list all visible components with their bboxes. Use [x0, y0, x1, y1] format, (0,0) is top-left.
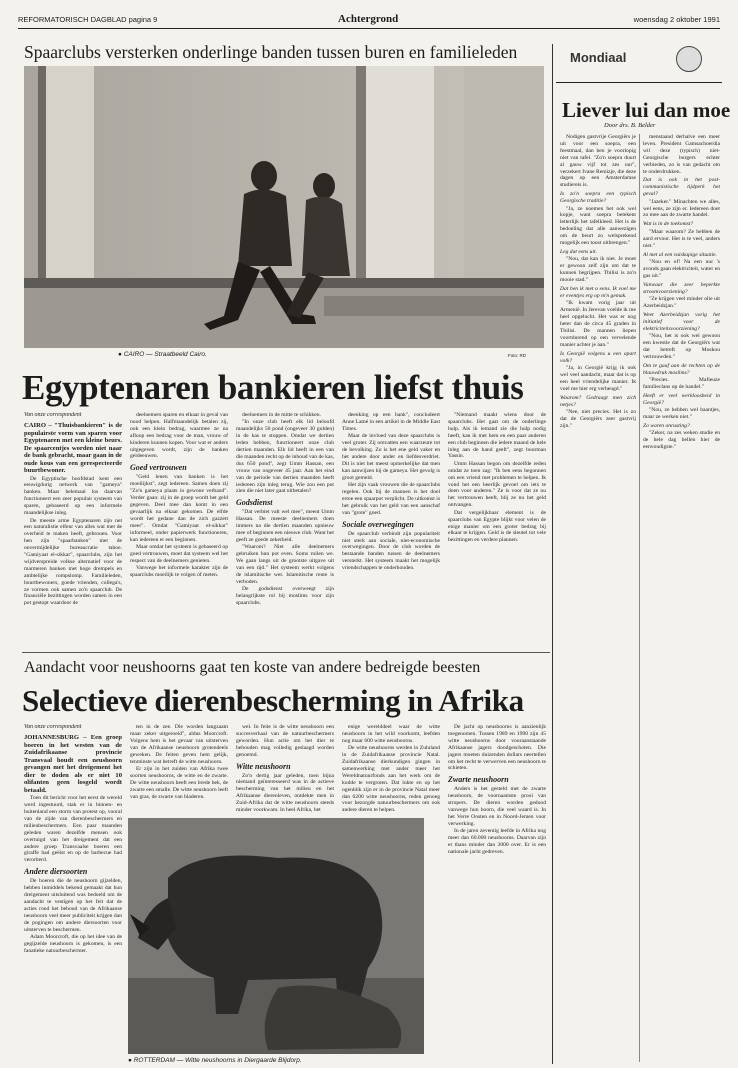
top-col5-p2: Umm Hassan begon om dezelfde reden omdat ze toen zag: "Ik ben eens begonnen om een vriend met problemen te helpen. Ik vond het een heerlijk gevoel om iets te doen voor anderen." Ze is voor dat ze nu het vertrouwen heeft, blij ze nu het geld ontvangen.: [448, 460, 546, 509]
mondiaal-logo: [556, 44, 722, 74]
page-header: [18, 12, 720, 26]
top-story-column-4: [342, 412, 440, 646]
top-story-column-5: [448, 412, 546, 646]
side-col2-p1: menstaand derhalve een meer leven. President Gamsachoerdia wil deze (typisch) niet-Georgische burgers echter verbieden, zo is van gedacht om te onderdrukken.: [643, 134, 720, 175]
side-col2-p6: "Nou, het is ook wel gewoon een kwestie dat de Georgiërs wat dat betreft op Moskou vertrouwden.": [643, 332, 720, 360]
top-col5-p3: Dat vergelijkbaar element is de spaarclubs van Egypte blijkt voor velen de enige manier om een groter bedrag bij elkaar te krijgen. Geld is de sleutel tot vele bezittingen en verdere plannen.: [448, 509, 546, 544]
bottom-col5-p1: De jacht op neushoorns is aanzienlijk toegenomen. Tussen 1989 en 1990 zijn 45 witte neushoorns door vooraanstaande Afrikaanse jagers doodgeschoten. Die jagers moeten duizenden dollars neertellen om het recht te verwerven een neushoorn te schieten.: [448, 724, 546, 772]
side-col2-q3: Al met al een vuiskapige situatie.: [643, 251, 717, 258]
cairo-photo-caption: ● CAIRO — Straatbeeld Cairo.: [118, 351, 207, 358]
bottom-lead: JOHANNESBURG – Een groep boeren in het westen van de Zuidafrikaanse provincie Transvaal houdt een neushoorn gevangen met het dreigement het dier te doden als er niet 10 olifanten geen losgeld wordt betaald.: [24, 733, 122, 795]
side-col1-p5: "Ja, in Georgië krijg ik ook wel veel aandacht, maar dat is op een heel vriendelijke manier. Ik voel me hier erg verheugd.": [560, 365, 636, 392]
side-col1-q4: Is Georgië volgens u een apart volk?: [560, 350, 636, 364]
side-col1-p6: "Nee, niet precies. Het is zo dat de Georgiërs zeer gastvrij zijn.": [560, 408, 636, 429]
bottom-kicker: Aandacht voor neushoorns gaat ten koste van andere bedreigde beesten: [24, 659, 481, 676]
header-paper-name: REFORMATORISCH DAGBLAD pagina 9: [18, 15, 158, 24]
top-col3-p2: "In onze club heeft elk lid beloofd maandelijks 50 pond (ongeveer 30 gulden) in de kas te stoppen. Omdat we dertien leden hebben, functioneert onze club dertien maanden. Elk lid heeft in een van die maanden recht op de inhoud van de kas, dus 650 pond", zegt Umm Hassan, een vrouw van ongeveer 45 jaar. Aan het eind van de periode van dertien maanden heeft iedereen zijn inleg terug. Wie zou een pot zien die niet later gaat uitbetalen?: [236, 419, 334, 495]
bottom-story-column-4: [342, 724, 440, 812]
side-col2-p3: "Maar waarom? Ze hebben de aard ervoor. Het is te veel, anders niet.": [643, 228, 720, 249]
sidebar-divider: [552, 44, 553, 1064]
side-col2-p7: "Precies. Mafieuze familieclans op de handel.": [643, 376, 720, 390]
rhino-photo-caption: ● ROTTERDAM — Witte neushoorns in Diergaarde Blijdorp.: [128, 1057, 302, 1064]
side-col1-p4: "Ik kwam vorig jaar uit Armenië. In Jerevan voelde ik me heel opgelucht. Het was er nog heter dan de circa 45 graden in Tbilisi. De mannen liepen voortdurend op een vervelende manier achter je aan.": [560, 300, 636, 348]
side-col2-q2: Wat is in de toekomst?: [643, 221, 694, 228]
top-col4-p2: Maar de invloed van deze spaarclubs is veel groter. Zij omvatten een waarzeure tot de bevolking. Zo is het ene geld vaker en het andere door ander en liefdesverdriet. Dit is niet het meest opmerkelijke dat men kan aanwijzen bij de gameya. Het gevolg is groot gemeld.: [342, 433, 440, 481]
top-col3-p3: "Dat verbiet valt wel mee", meent Umm Hassan. De meeste deelnemers doen immers na die dertien maanden opnieuw mee of beginnen een nieuwe club. Want het geeft ze goede zekerheid.: [236, 509, 334, 543]
sidebar-headline: Liever lui dan moe: [562, 98, 731, 122]
top-col4-p3: Het zijn vaak vrouwen die de spaarclubs regelen. Ook bij de mannen is het doel ertoe een spaarpot verplicht. De uitkomst is het gebruik van het geld van een aanschaf van "grote" goed.: [342, 482, 440, 516]
top-story-column-1: [24, 412, 122, 646]
bottom-col5-p3: In de jaren zeventig leefde in Afrika nog meer dan 60.000 neushoorns. Daarvan zijn er thans minder dan 3000 over. Er is een nationale jacht gedreven.: [448, 828, 546, 855]
bottom-story-column-2: [130, 724, 228, 812]
bottom-col2-p2: Er zijn in het zuiden van Afrika twee soorten neushoorns, de witte en de zwarte. De witte neushoorn heeft een brede bek, de zwarte een smalle. De witte neushoorn leeft van gras, de zwarte van bladeren.: [130, 765, 228, 800]
top-col3-p4: "Waarom? Niet alle deelnemers gebruiken hun pot even. Soms ruilen we. We gaan langs uit de grootste uitgave uit van een tijd." Het systeem werkt volgens de islamitische wet. Islamitische rente is verboden.: [236, 544, 334, 585]
top-col1-p1: De Egyptische hoofdstad kent een eeuwigdurig netwerk van "gameya" banken. Maar helemaal los daarvan functioneert een zeer populair systeem van sparen, gebaseerd op een informele maandelijkse inleg.: [24, 475, 122, 517]
side-col2-p4: "Nou en of! Na een uur 's avonds gaan elektriciteit, water en gas uit.": [643, 258, 720, 279]
rhino-photo-illustration: [128, 818, 424, 1054]
sidebar-column-1: [560, 134, 636, 1062]
side-col1-q1: Is zo'n soepra een typisch Georgische traditie?: [560, 191, 636, 205]
top-story-body: [24, 412, 548, 646]
top-lead: CAIRO – "Thuisbankieren" is de populairste vorm van sparen voor Egyptenaren met een kleine beurs. De spaarcentjes worden niet naar de bank gebracht, maar gaan in de oude kous van een gerespecteerde buurtbewoner.: [24, 421, 122, 475]
top-col2-p4: Vanwege het informele karakter zijn de spaarclubs moeilijk te volgen of meten.: [130, 565, 228, 579]
header-date: woensdag 2 oktober 1991: [633, 15, 720, 24]
bottom-story-column-5: [448, 724, 546, 1064]
globe-icon: [676, 46, 702, 72]
top-col4-p1: deenking op een bank", concludeert Anne Lamé in een artikel in de Middle East Times.: [342, 412, 440, 432]
top-col2-subhead: Goed vertrouwen: [130, 463, 187, 473]
top-col1-p2: De meeste arme Egyptenaren zijn net een naturalistie elfenr van alles wat met de overheid te maken heeft, gebrouen. Voor hen zijn "spaarbanken" met de onvermijdelijke bureaucratie taboe. "Gamiyaat el-sikkar", spaarclubs, zijn het wijdverspreide volkse alternatief voor de marmeren banken met hoge drempels en ambtelijke rompslomp. Familieleden, buurtbewoners, goede vrienden, collega's, ze vormen ook samen zo'n spaarclub. De financiële bezittingen worden samen in een pot gestopt waardoor de: [24, 517, 122, 607]
bottom-col1-p2: De boeren die de neushoorn gijzelden, hebben inmiddels bekend gemaakt dat hun dreigement uitsluitend was bedoeld om de aandacht te vestigen op het feit dat de acties rond het behoud van de Afrikaanse neushoorn veel meer publiciteit krijgen dan de pogingen om andere diersoorten voor uitsterven te beschermen.: [24, 878, 122, 933]
bottom-story-column-1: [24, 724, 122, 1064]
side-col1-p1: Nodigen gastvrije Georgiërs je uit voor een soepra, een feestmaal, dan ben je voorlopig niet van tafel. "Zo'n soepra duurt al gauw vijf tot zes uur", verzekert Ivane Remizje, die deze dagen op een Amsterdamse studiereis is.: [560, 134, 636, 189]
bottom-story-column-3: [236, 724, 334, 812]
side-col2-p2: "Jazeker." Minachten we alles, wel eens, ze zijn er. Iedereen doet zo mee aan de zwarte handel.: [643, 198, 720, 219]
top-col2-p1: deelnemers sparen en elkaar in geval van nood helpen. Halfmaandelijk betalen zij, ook een klein bedrag, waarmee ze na afloop een bedrag voor de man, vrouw of kinderen kunnen kopen. Voor wat er anders uitgegeven wordt, zijn de banken geldeeuwen.: [130, 412, 228, 460]
header-rule: [18, 28, 720, 29]
side-col1-p3: "Nou, dat kan ik niet. Je moet er gewoon zelf zijn om dat te kunnen begrijpen. Tbilisi is zo'n mooie stad.": [560, 256, 636, 284]
top-kicker: Spaarclubs versterken onderlinge banden tussen buren en familieleden: [24, 42, 518, 62]
bottom-byline: Van onze correspondent: [24, 724, 82, 730]
top-col3-subhead: Godsdienst: [236, 498, 273, 508]
side-col2-q8: Zo waren onrusting?: [643, 422, 690, 429]
top-col2-p2: "Geld lenen van banken is het moeilijkst", zegt iedereen. Samen doen zij "Zo'n gameya plaats in gewone verband". Verder gaan: zij in de groep wordt het geld gegeven. Deel mee dan komt in een gevaarlijk na elkaar gekomen. De elfde wordt het gedane dan de zich gazzett meer". Omdat "Gamiyaat el-sikkar" informeel, onder papierwerk functioneren, kan iedereen er een beginnen.: [130, 474, 228, 543]
top-col3-p1: deelnemers in de mitte te schikken.: [242, 412, 321, 418]
rhino-photo: [128, 818, 424, 1054]
top-byline: Van onze correspondent: [24, 412, 82, 418]
top-col5-p1: "Niemand maakt wiens door de spaarclubs. Het gaat om de onderlinge hulp. Als ik iemand zie die hulp nodig heeft, kan ik met hem en een paar anderen een club beginnen die iedere maand de hele inleg aan de hand geeft", zegt buurman Yassin.: [448, 412, 546, 460]
side-col1-q5: Waarom? Gedraagt men zich netjes?: [560, 394, 636, 408]
side-col2-p8: "Nou, ze hebben wel baantjes, maar ze werken niet.": [643, 407, 720, 420]
side-col2-p5: "Ze krijgen veel minder olie uit Azerbeidzjan.": [643, 295, 720, 309]
cairo-photo-credit: Foto: RD: [508, 353, 527, 358]
bottom-col3-p1: wel. In feite is de witte neushoorn een succesverhaal van de natuurbeschermers geworden. Hun actie om het dier te behouden mag volledig geslaagd worden genoemd.: [236, 724, 334, 758]
side-col2-q6: Om te gaaf aan de rechten op de blauwdruk moslims?: [643, 362, 720, 376]
story-divider: [22, 652, 550, 653]
top-story-column-2: [130, 412, 228, 646]
side-col2-q7: Heeft er veel werkloosheid in Georgië?: [643, 392, 720, 406]
sidebar-body: [560, 134, 720, 1062]
bottom-col5-subhead: Zwarte neushoorn: [448, 775, 509, 785]
cairo-photo: [24, 66, 544, 348]
sidebar-column-2: [643, 134, 720, 1062]
top-col4-subhead: Sociale overwegingen: [342, 519, 414, 529]
side-col2-q5: Weet Azerbeidzjan vorig het initiatief voor de elektriciteitsvoorziening?: [643, 311, 720, 332]
bottom-col5-p2: Anders is het gesteld met de zwarte neushoorn, de voornaamste prooi van stropers. De dieren worden gedood vanwege hun hoorn, die veel waard is. In het Verre Oosten en in Noord-Jemen voor verwerking.: [448, 786, 546, 827]
header-section: Achtergrond: [338, 13, 399, 25]
bottom-col3-subhead: Witte neushoorn: [236, 761, 291, 771]
bottom-col1-p1: Toen dit bericht voor het eerst de wereld werd ingestuurd, stak er in binnen- en buitenland een storm van protest op, vooral van de zijde van dierenbeschermers en milieubeschermers. Een paar maanden geleden waren dezelfde mensen ook overtuigd van het dreigement dat een andere groep Transvaalse boeren een giraffe had geëist en op de barbecue had verorberd.: [24, 795, 122, 864]
sidebar-byline: Door drs. B. Belder: [604, 122, 656, 129]
sidebar-inner-divider: [639, 134, 640, 1062]
bottom-col1-p3: Adam Moorcroft, die op het idee van de gegijzelde neushoorn is gekomen, is een fanatieke natuurbeschermer.: [24, 933, 122, 954]
top-col4-p4: De spaarclub verbindt zijn populariteit niet sterk aan sociale, niet-economische overwegingen. Door de club worden de bestaande banden tussen de deelnemers versterkt. Het systeem maakt het mogelijk vriendschappen te onderhouden.: [342, 530, 440, 572]
top-col2-p3: Maar omdat het systeem is gebaseerd op goed vertrouwen, moet dat systeem wel het respect van de deelnemers genieten.: [130, 543, 228, 564]
top-headline: Egyptenaren bankieren liefst thuis: [22, 368, 524, 407]
side-col2-q4: Vanwaar die zeer beperkte stroomvoorziening?: [643, 281, 720, 295]
bottom-col3-p2: Zo'n dertig jaar geleden, toen bijna niemand geïnteresseerd was in de actieve bescherming van het milieu en het Afrikaanse dierenleven, ontdekte men in Zuid-Afrika dat de witte neushoorn steeds minder voorkwam. In heel Afrika, het: [236, 772, 334, 812]
mondiaal-logo-text: Mondiaal: [570, 50, 627, 65]
sidebar-top-rule: [556, 82, 722, 83]
bottom-headline: Selectieve dierenbescherming in Afrika: [22, 683, 524, 718]
side-col1-p2: "Ja, ze noemen het ook wel kopje, want soepra betekent letterlijk het tafelkleed. Het is de bedoeling dat alle aanwezigen om de beurt zo welsprekend mogelijk een toost uitbrengen.": [560, 205, 636, 247]
side-col2-q1: Dat is ook in het post-communistische tijdperk het geval?: [643, 177, 720, 198]
side-col1-q3: Dat ben ik met u eens. Ik voel me er eventjes erg op m'n gemak.: [560, 286, 636, 299]
bottom-col1-subhead: Andere diersoorten: [24, 867, 88, 877]
bottom-col2-p1: ten in de zee. Die worden langzaam maar zeker uitgeroeid", aldus Moorcroft. Volgens hem is het gevaar van uitsterven van de Afrikaanse neushoorn grotendeels geweken. De feiten geven hem gelijk, tenminste wat betreft de witte neushoorn.: [130, 724, 228, 765]
side-col2-p9: "Zeker, na zes weken studie en de hele dag bellen hier de eenvoudigste.": [643, 430, 720, 451]
top-col3-p5: De godsdienst overweegt zijn belangrijkste rol bij moslims voor zijn spaarclubs.: [236, 586, 334, 607]
cairo-photo-illustration: [24, 66, 544, 348]
bottom-col4-p1: enige werelddeel waar de witte neushoorn in het wild voorkomt, leefden nog maar 600 witte neushoorns.: [342, 724, 440, 744]
bottom-col4-p2: De witte neushoorns werden in Zululand in de Zuidafrikaanse provincie Natal. Zuidafrikaanse dierkundigen gingen in samenwerking met ander meer het Wereldnatuurfonds aan het werk om de kudde te vergroten. Dat lukte en op het ogenblik zijn er in de provincie Natal meer dan 6200 witte neushoorns, reden genoeg voor bezorgde natuurbeschermers om ook andere dieren te helpen.: [342, 745, 440, 812]
top-story-column-3: [236, 412, 334, 646]
side-col1-q2: Leg dat eens uit.: [560, 249, 597, 255]
